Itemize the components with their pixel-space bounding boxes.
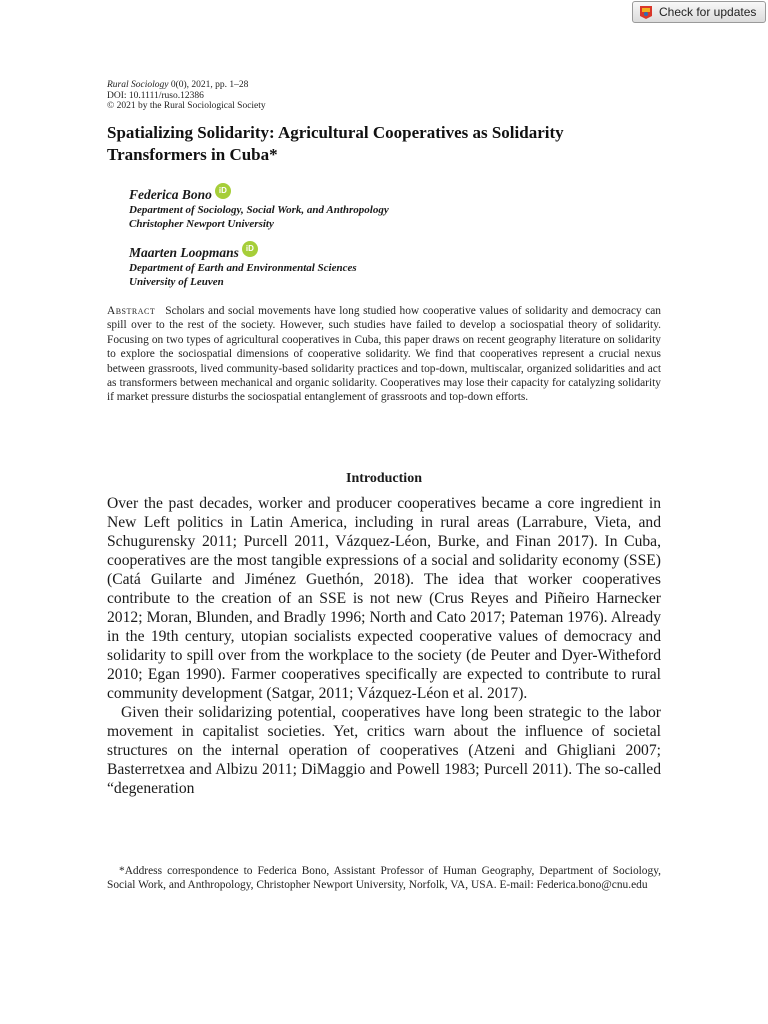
author-department-2: Department of Earth and Environmental Sciences [129,262,357,274]
author-name-text: Federica Bono [129,187,212,202]
body-paragraph-2: Given their solidarizing potential, cooperatives have long been strategic to the labor movement in capitalist societies. Yet, critics warn about the influence of societal structures on the internal operation of cooperatives (Atzeni and Ghigliani 2007; Basterretxea and Albizu 2011; DiMaggio and Powell 1983; Purcell 2011). The so-called “degeneration [107,704,661,797]
journal-issue: 0(0), 2021, pp. 1–28 [168,80,249,90]
abstract [107,304,661,405]
journal-meta [107,80,266,112]
correspondence-footnote: *Address correspondence to Federica Bono, Assistant Professor of Human Geography, Department of Sociology, Social Work, and Anthropology, Christopher Newport University, Norfolk, VA, USA. E-mail: Federica.bono@cnu.edu [107,865,661,892]
author-department-1: Department of Sociology, Social Work, and Anthropology [129,204,389,216]
author-name-2 [129,244,357,261]
check-updates-icon [639,4,653,20]
section-heading-introduction: Introduction [346,471,422,486]
author-name-1 [129,186,389,203]
paper-title: Spatializing Solidarity: Agricultural Cooperatives as Solidarity Transformers in Cuba* [107,123,564,164]
author-block-2 [129,244,357,289]
check-for-updates-label: Check for updates [659,5,757,19]
orcid-icon[interactable]: iD [242,241,258,257]
icon-dot [644,12,648,16]
abstract-text: Scholars and social movements have long studied how cooperative values of solidarity and democracy can spill over to the rest of the society. However, such studies have failed to develop a sociospatial theory of solidarity. Focusing on two types of agricultural cooperatives in Cuba, this paper draws on recent geography literature on solidarity to explore the sociospatial dimensions of cooperative solidarity. We find that cooperatives represent a crucial nexus between grassroots, lived community-based solidarity practices and top-down, multiscalar, organized solidarities and act as transformers between mechanical and organic solidarity. Cooperatives may lose their capacity for catalyzing solidarity if market pressure disturbs the sociospatial entanglement of grassroots and top-down efforts. [107,305,661,404]
doi: DOI: 10.1111/ruso.12386 [107,90,204,101]
abstract-label: Abstract [107,305,156,317]
check-for-updates-button[interactable] [632,1,766,23]
journal-citation [107,80,266,91]
body-paragraph-1: Over the past decades, worker and producer cooperatives became a core ingredient in New Left politics in Latin America, including in rural areas (Larrabure, Vieta, and Schugurensky 2011; Purcell 2011, Vázquez-Léon, Burke, and Finan 2017). In Cuba, cooperatives are the most tangible expressions of a social and solidarity economy (SSE) (Catá Guilarte and Jiménez Guethón, 2018). The idea that worker cooperatives contribute to the creation of an SSE is not new (Crus Reyes and Piñeiro Harnecker 2012; Moran, Blunden, and Bradly 1996; North and Cato 2017; Pateman 1976). Already in the 19th century, utopian socialists expected cooperative values of democracy and solidarity to spill over from the workplace to the society (de Peuter and Dyer-Witheford 2010; Egan 1990). Farmer cooperatives specifically are expected to contribute to rural community development (Satgar, 2011; Vázquez-Léon et al. 2017). [107,495,661,702]
author-institution-2: University of Leuven [129,276,224,288]
journal-name: Rural Sociology [107,80,169,90]
body-text [107,494,661,798]
copyright: © 2021 by the Rural Sociological Society [107,101,266,111]
author-block-1 [129,186,389,231]
icon-bar [642,8,650,12]
orcid-icon[interactable]: iD [215,183,231,199]
author-institution-1: Christopher Newport University [129,218,274,230]
author-name-text: Maarten Loopmans [129,245,239,260]
